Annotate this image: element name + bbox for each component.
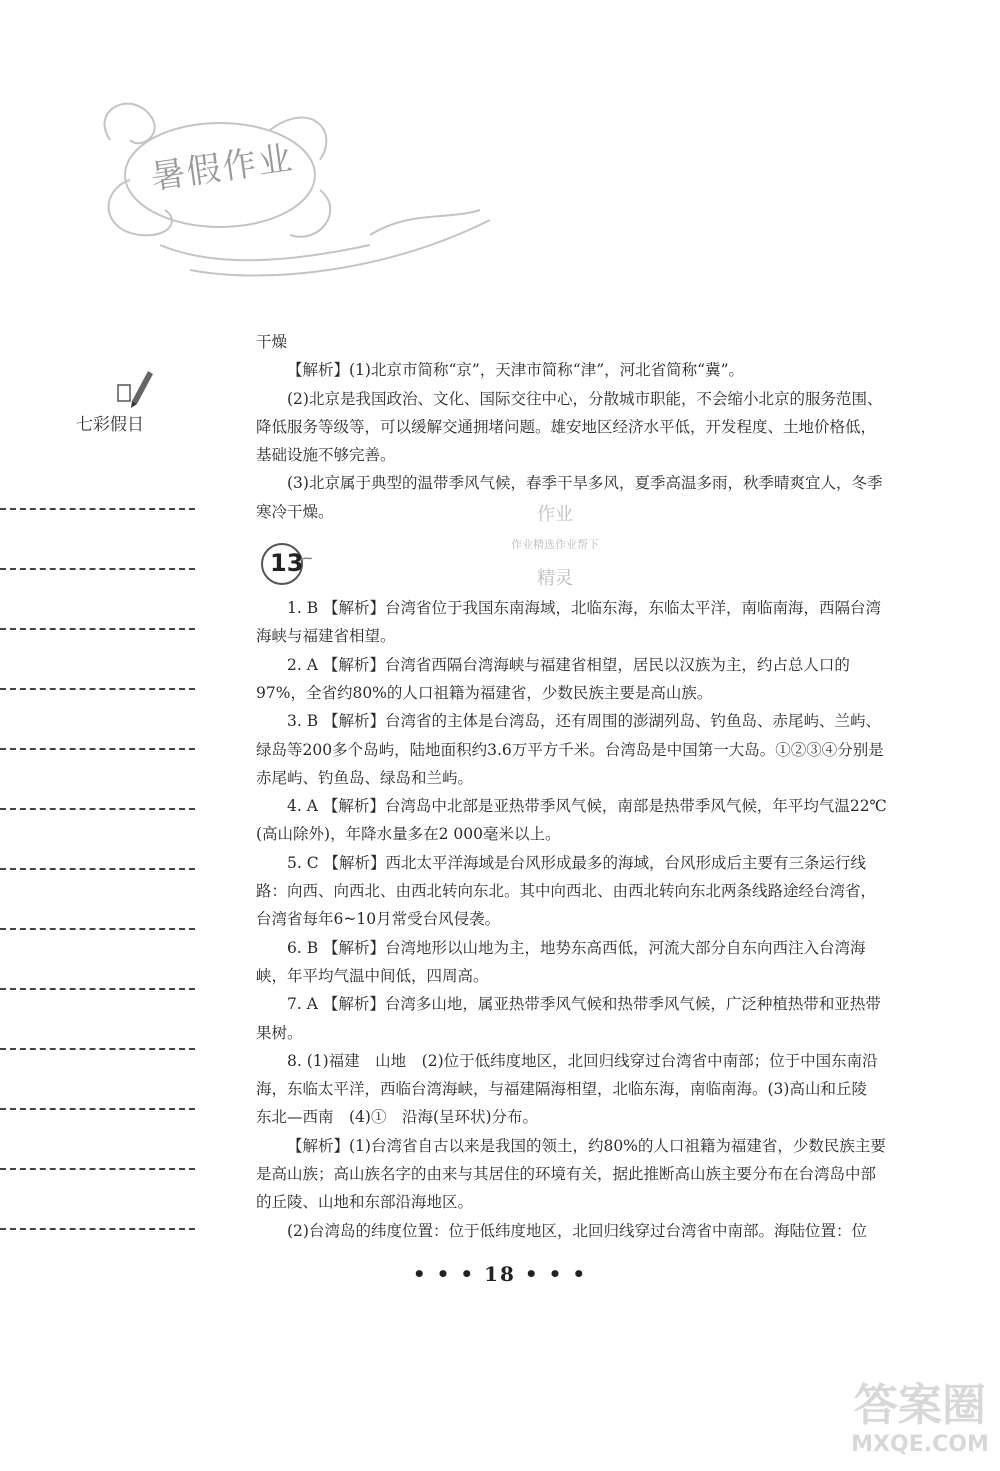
question-analysis: (2)台湾岛的纬度位置：位于低纬度地区，北回归线穿过台湾省中南部。海陆位置：位 (287, 1221, 867, 1240)
question-answer: 5. C 【解析】西北太平洋海域是台风形成最多的海域，台风形成后主要有三条运行线路：向西、向西北、由西北转向东北。其中向西北、由西北转向东北两条线路途经台湾省，台湾省每年6~10月常受台风侵袭。 (256, 853, 877, 929)
note-line (0, 930, 195, 990)
stamp-middle: 作业精选作业帮下 (511, 538, 599, 551)
note-line (0, 570, 195, 630)
question-answer: 6. B 【解析】台湾地形以山地为主，地势东高西低，河流大部分自东向西注入台湾海峡，年平均气温中间低，四周高。 (256, 938, 866, 985)
note-line (0, 450, 195, 510)
note-line (0, 1110, 195, 1170)
lead-fragment: 干燥 (256, 333, 288, 351)
analysis-paragraph: (2)北京是我国政治、文化、国际交往中心，分散城市职能，不会缩小北京的服务范围、降低服务等级等，可以缓解交通拥堵问题。雄安地区经济水平低，开发程度、土地价格低，基础设施不够完善。 (256, 389, 883, 465)
note-line (0, 870, 195, 930)
stamp-bottom: 精灵 (537, 568, 573, 589)
question-answer: 1. B 【解析】台湾省位于我国东南海域，北临东海，东临太平洋，南临南海，西隔台湾海峡与福建省相望。 (256, 599, 882, 646)
question-answer: 2. A 【解析】台湾省西隔台湾海峡与福建省相望，居民以汉族为主，约占总人口的97%，全省约80%的人口祖籍为福建省，少数民族主要是高山族。 (256, 655, 850, 702)
stamp-top: 作业 (537, 504, 573, 525)
analysis-intro: 【解析】(1)北京市简称“京”，天津市简称“津”，河北省简称“冀”。 (287, 361, 745, 380)
header-title: 暑假作业 (148, 138, 297, 198)
answer-content (256, 328, 888, 1245)
watermark-main: 答案圈 (854, 1380, 986, 1431)
note-line (0, 630, 195, 690)
watermark-sub: MXQE.COM (851, 1432, 989, 1457)
note-line (0, 990, 195, 1050)
page-number: • • • 18 • • • (412, 1262, 588, 1286)
section-badge (260, 540, 312, 588)
note-line (0, 690, 195, 750)
sidebar-label: 七彩假日 (76, 415, 144, 435)
note-line (0, 1170, 195, 1230)
note-lines (0, 450, 195, 1230)
stamp (490, 500, 620, 610)
note-line (0, 750, 195, 810)
note-line (0, 810, 195, 870)
note-line (0, 510, 195, 570)
note-line (0, 1050, 195, 1110)
header-ornament (70, 70, 550, 300)
question-answer: 7. A 【解析】台湾多山地，属亚热带季风气候和热带季风气候，广泛种植热带和亚热带果树。 (256, 995, 881, 1042)
question-answer: 8. (1)福建 山地 (2)位于低纬度地区，北回归线穿过台湾省中南部；位于中国东南沿海，东临太平洋，西临台湾海峡，与福建隔海相望，北临东海，南临南海。(3)高山和丘陵 东北—西南 (4)① 沿海(呈环状)分布。 (256, 1051, 883, 1127)
question-answer: 3. B 【解析】台湾省的主体是台湾岛，还有周围的澎湖列岛、钓鱼岛、赤尾屿、兰屿、绿岛等200多个岛屿，陆地面积约3.6万平方千米。台湾岛是中国第一大岛。①②③④分别是赤尾屿、钓鱼岛、绿岛和兰屿。 (256, 712, 884, 787)
question-answer: 4. A 【解析】台湾岛中北部是亚热带季风气候，南部是热带季风气候，年平均气温22℃(高山除外)，年降水量多在2 000毫米以上。 (256, 797, 887, 844)
analysis-paragraph: (3)北京属于典型的温带季风气候，春季干旱多风，夏季高温多雨，秋季晴爽宜人，冬季寒冷干燥。 (256, 474, 883, 521)
question-analysis: 【解析】(1)台湾省自古以来是我国的领土，约80%的人口祖籍为福建省，少数民族主要是高山族；高山族名字的由来与其居住的环境有关，据此推断高山族主要分布在台湾岛中部的丘陵、山地和东部沿海地区。 (256, 1136, 886, 1212)
pen-icon (110, 365, 160, 415)
watermark (840, 1380, 1000, 1470)
section-number: 13 (270, 549, 304, 578)
